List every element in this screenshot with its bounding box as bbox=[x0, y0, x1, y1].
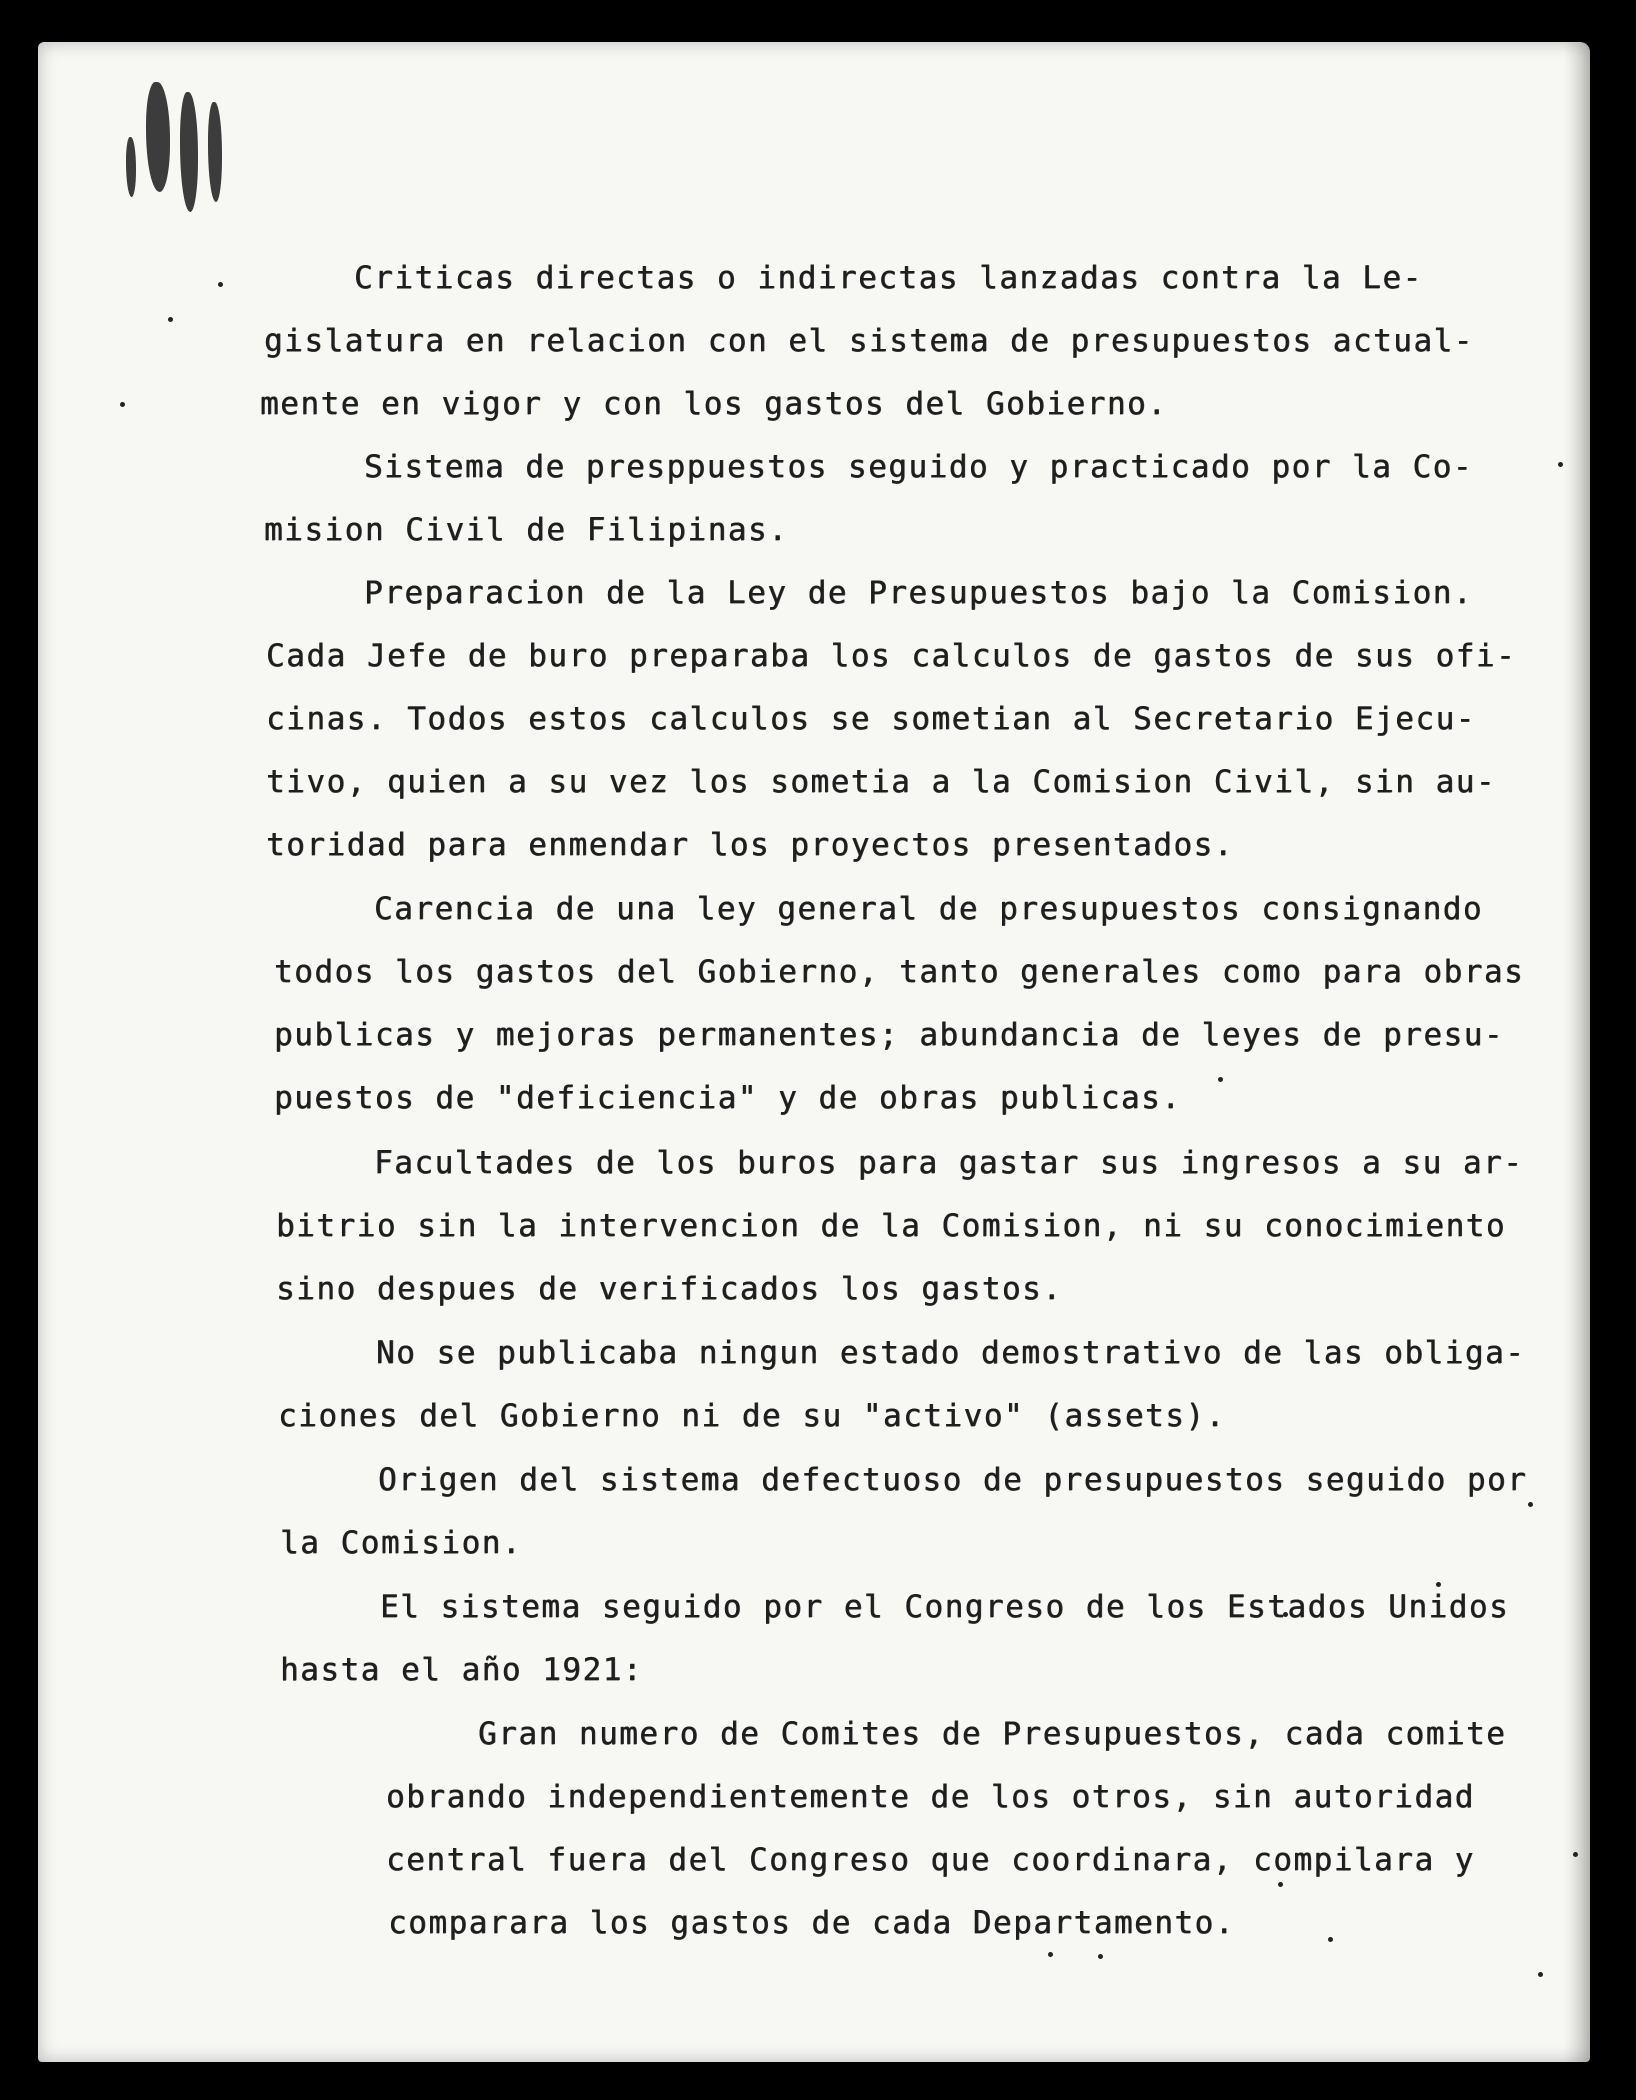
paper-speck bbox=[218, 282, 223, 287]
typed-line: todos los gastos del Gobierno, tanto generales como para obras bbox=[274, 954, 1525, 990]
typed-line: cinas. Todos estos calculos se sometian al Secretario Ejecu- bbox=[266, 701, 1476, 737]
typed-line: gislatura en relacion con el sistema de presupuestos actual- bbox=[264, 323, 1474, 359]
ink-smudge-corner bbox=[180, 92, 198, 212]
typed-line: sino despues de verificados los gastos. bbox=[276, 1271, 1063, 1307]
typed-line: central fuera del Congreso que coordinara, compilara y bbox=[386, 1842, 1475, 1878]
typed-line: El sistema seguido por el Congreso de los Estados Unidos bbox=[380, 1589, 1510, 1625]
typed-line: comparara los gastos de cada Departamento. bbox=[388, 1905, 1235, 1941]
paper-speck bbox=[1558, 462, 1563, 467]
ink-smudge-corner bbox=[146, 82, 170, 192]
typed-line: tivo, quien a su vez los sometia a la Comision Civil, sin au- bbox=[266, 764, 1496, 800]
typed-line: la Comision. bbox=[280, 1525, 522, 1561]
typed-line: Facultades de los buros para gastar sus ingresos a su ar- bbox=[374, 1145, 1524, 1181]
typed-line: mision Civil de Filipinas. bbox=[264, 512, 789, 548]
typewritten-page bbox=[38, 42, 1590, 2062]
paper-speck bbox=[1328, 1937, 1333, 1942]
typed-line: Preparacion de la Ley de Presupuestos bajo la Comision. bbox=[364, 575, 1473, 611]
typed-line: obrando independientemente de los otros, sin autoridad bbox=[386, 1779, 1475, 1815]
typed-line: hasta el año 1921: bbox=[280, 1652, 643, 1688]
typed-line: toridad para enmendar los proyectos presentados. bbox=[266, 827, 1234, 863]
typed-line: bitrio sin la intervencion de la Comision, ni su conocimiento bbox=[276, 1208, 1506, 1244]
ink-smudge-corner bbox=[208, 102, 222, 202]
typed-line: Gran numero de Comites de Presupuestos, cada comite bbox=[478, 1716, 1507, 1752]
typed-line: publicas y mejoras permanentes; abundancia de leyes de presu- bbox=[274, 1017, 1504, 1053]
typed-line: Criticas directas o indirectas lanzadas contra la Le- bbox=[354, 260, 1423, 296]
paper-speck bbox=[1573, 1852, 1578, 1857]
paper-speck bbox=[168, 317, 173, 322]
typed-line: Carencia de una ley general de presupuestos consignando bbox=[374, 891, 1483, 927]
ink-smudge-corner bbox=[126, 137, 136, 197]
typed-line: Sistema de presppuestos seguido y practicado por la Co- bbox=[364, 449, 1473, 485]
paper-speck bbox=[120, 402, 125, 407]
typed-line: puestos de "deficiencia" y de obras publicas. bbox=[274, 1080, 1182, 1116]
typed-line: Origen del sistema defectuoso de presupuestos seguido por bbox=[378, 1462, 1528, 1498]
paper-edge-shadow bbox=[1564, 42, 1590, 2062]
paper-speck bbox=[1218, 1077, 1223, 1082]
typed-line: Cada Jefe de buro preparaba los calculos de gastos de sus ofi- bbox=[266, 638, 1517, 674]
typed-line: mente en vigor y con los gastos del Gobierno. bbox=[260, 386, 1168, 422]
paper-speck bbox=[1538, 1972, 1543, 1977]
paper-speck bbox=[1528, 1502, 1533, 1507]
typed-line: No se publicaba ningun estado demostrativo de las obliga- bbox=[376, 1335, 1526, 1371]
typed-line: ciones del Gobierno ni de su "activo" (assets). bbox=[278, 1398, 1226, 1434]
